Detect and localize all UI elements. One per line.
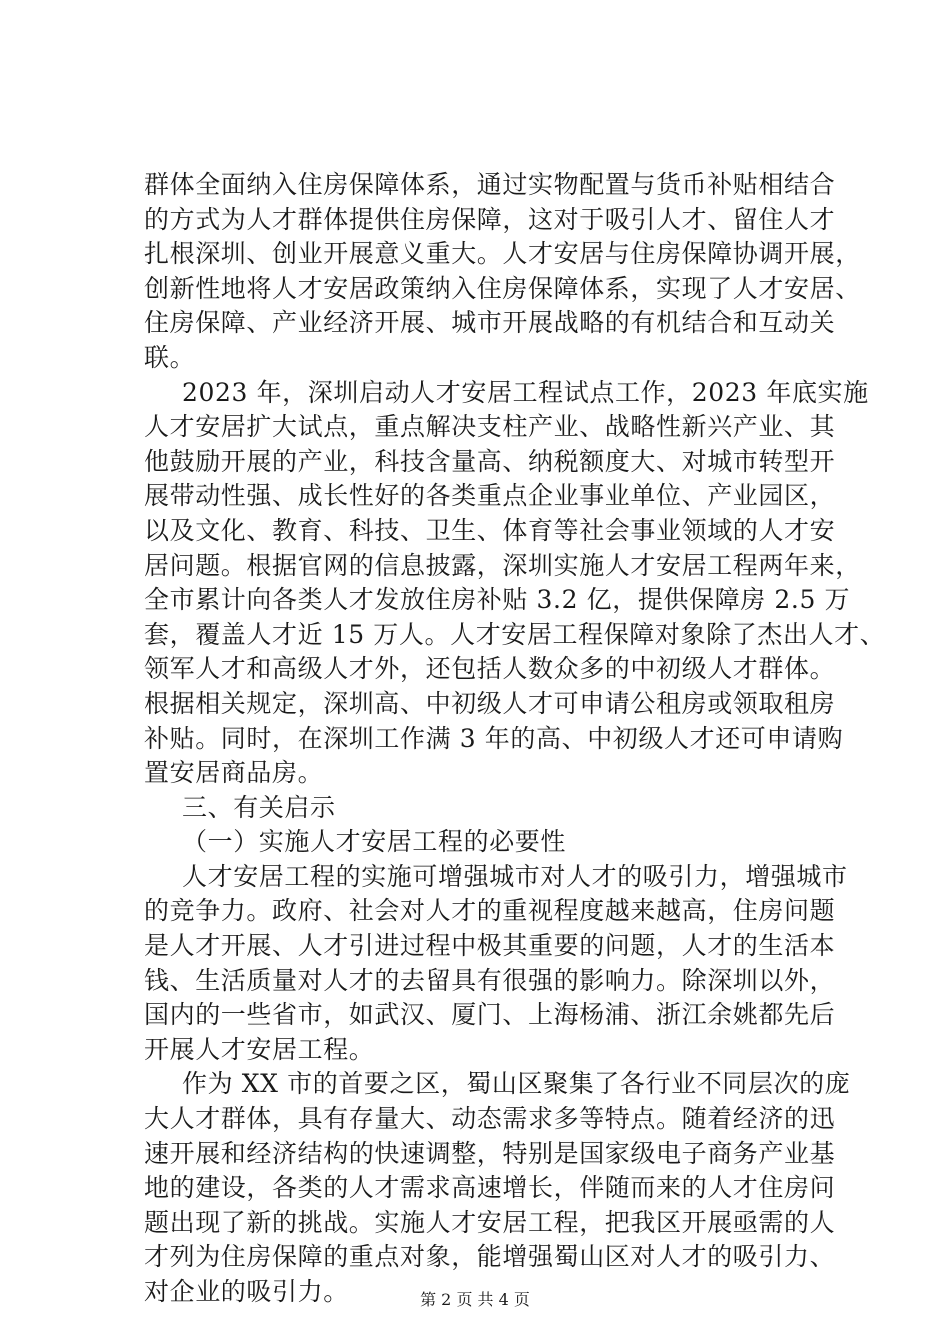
- text-line: 以及文化、教育、科技、卫生、体育等社会事业领域的人才安: [144, 515, 836, 545]
- text-line: 作为 XX 市的首要之区，蜀山区聚集了各行业不同层次的庞: [182, 1069, 851, 1099]
- text-line: 居问题。根据官网的信息披露，深圳实施人才安居工程两年来，: [144, 550, 861, 580]
- text-line: 扎根深圳、创业开展意义重大。人才安居与住房保障协调开展，: [144, 239, 861, 269]
- text-line: 他鼓励开展的产业，科技含量高、纳税额度大、对城市转型开: [144, 446, 836, 476]
- subsection-heading: （一）实施人才安居工程的必要性: [182, 827, 567, 857]
- text-line: 人才安居扩大试点，重点解决支柱产业、战略性新兴产业、其: [144, 412, 836, 442]
- text-line: 展带动性强、成长性好的各类重点企业事业单位、产业园区，: [144, 481, 836, 511]
- text-line: 创新性地将人才安居政策纳入住房保障体系，实现了人才安居、: [144, 273, 861, 303]
- text-line: 全市累计向各类人才发放住房补贴 3.2 亿，提供保障房 2.5 万: [144, 585, 851, 615]
- text-line: 才列为住房保障的重点对象，能增强蜀山区对人才的吸引力、: [144, 1242, 836, 1272]
- text-line: 套，覆盖人才近 15 万人。人才安居工程保障对象除了杰出人才、: [144, 619, 886, 649]
- section-heading: 三、有关启示: [182, 792, 336, 822]
- text-line: 钱、生活质量对人才的去留具有很强的影响力。除深圳以外，: [144, 965, 836, 995]
- text-line: 题出现了新的挑战。实施人才安居工程，把我区开展亟需的人: [144, 1207, 836, 1237]
- text-line: 领军人才和高级人才外，还包括人数众多的中初级人才群体。: [144, 654, 836, 684]
- text-line: 地的建设，各类的人才需求高速增长，伴随而来的人才住房问: [144, 1173, 836, 1203]
- text-line: 对企业的吸引力。: [144, 1277, 349, 1306]
- text-line: 住房保障、产业经济开展、城市开展战略的有机结合和互动关: [144, 308, 836, 338]
- text-line: 人才安居工程的实施可增强城市对人才的吸引力，增强城市: [182, 861, 848, 891]
- text-line: 开展人才安居工程。: [144, 1034, 375, 1064]
- text-line: 的竞争力。政府、社会对人才的重视程度越来越高，住房问题: [144, 896, 836, 926]
- text-line: 速开展和经济结构的快速调整，特别是国家级电子商务产业基: [144, 1138, 836, 1168]
- text-line: 根据相关规定，深圳高、中初级人才可申请公租房或领取租房: [144, 688, 836, 718]
- document-body: [144, 168, 886, 1310]
- text-line: 置安居商品房。: [144, 758, 324, 788]
- text-line: 的方式为人才群体提供住房保障，这对于吸引人才、留住人才: [144, 204, 836, 234]
- text-line: 国内的一些省市，如武汉、厦门、上海杨浦、浙江余姚都先后: [144, 1000, 836, 1030]
- text-line: 大人才群体，具有存量大、动态需求多等特点。随着经济的迅: [144, 1104, 836, 1134]
- text-line: 补贴。同时，在深圳工作满 3 年的高、中初级人才还可申请购: [144, 723, 844, 753]
- page-number-footer: 第 2 页 共 4 页: [420, 1290, 530, 1309]
- text-line: 2023 年，深圳启动人才安居工程试点工作，2023 年底实施: [182, 377, 869, 407]
- text-line: 群体全面纳入住房保障体系，通过实物配置与货币补贴相结合: [144, 170, 836, 199]
- text-line: 是人才开展、人才引进过程中极其重要的问题，人才的生活本: [144, 931, 836, 961]
- text-line: 联。: [144, 342, 196, 372]
